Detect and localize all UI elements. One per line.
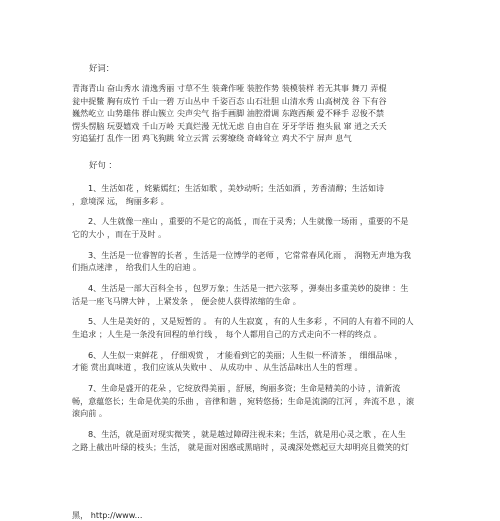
sentence-item-1 <box>72 182 432 207</box>
sentence-line: ，意境深 远， 绚丽多彩 。 <box>72 195 169 206</box>
good-words-row: 青海青山 奋山秀水 清逸秀丽 寸草不生 装聋作哑 装腔作势 装模装样 若无其事 舞刀 弄棍 <box>72 83 387 93</box>
sentence-line: 之路上截出叶绿的枝头；生活， 就是面对困惑或黑暗时 ，灵魂深处燃起豆大却明亮且微笑的灯 <box>72 441 409 452</box>
sentence-item-8 <box>72 428 432 453</box>
sentence-line: 活是一座飞马牌大钟 ，上紧发条 ， 便会使人获得浓缩的生命 。 <box>72 295 301 306</box>
truncated-last-line: 黑， http://www... <box>72 510 143 520</box>
sentence-line: 滚向前 。 <box>72 408 107 419</box>
sentence-line: 5、人生是美好的 ，又是短暂的 。 有的人生寂寞 ，有的人生多彩 ，不同的人有着不同的人 <box>88 316 414 327</box>
sentence-line: 4、生活是一部大百科全书 ，包罗万象；生活是一把六弦琴 ，弹奏出多重美妙的旋律 ：生 <box>88 283 409 294</box>
sentence-line: 们指点迷津 ， 给我们人生的启迪 。 <box>72 262 202 273</box>
good-sentences-heading: 好句 ： <box>89 159 117 170</box>
sentence-item-4 <box>72 282 432 307</box>
good-words-row: 愣头愣脑 玩耍嬉戏 千山万岭 天真烂漫 无忧无虑 自由自在 牙牙学语 抱头鼠 窜 逍之夭夭 <box>72 120 387 131</box>
sentence-line: 1、生活如花 ，姹紫嫣红；生活如歌 ，美妙动听；生活如酒 ，芳香清醇；生活如诗 <box>88 182 385 193</box>
good-words-row: 瓮中捉鳖 胸有成竹 千山一碧 万山丛中 千姿百态 山石壮胆 山清水秀 山高树茂 谷 下有谷 <box>72 95 387 106</box>
document-content <box>72 62 432 462</box>
sentence-line: 6、人生似一束鲜花 ， 仔细观赏 ， 才能看到它的美丽；人生似一杯清茶 ， 细细品味 ， <box>88 349 403 360</box>
sentence-line: 才能 赏出真味道 ，我们应该从失败中 、 从成功中 、从生活品味出人生的哲理 。 <box>72 362 363 373</box>
sentence-item-6 <box>72 349 432 374</box>
sentence-line: 它的大小 ，而在于及时 。 <box>72 228 167 239</box>
good-words-list <box>72 82 432 145</box>
good-words-row: 穷追猛打 乱作一团 鸡飞狗跳 耸立云霄 云雾缭绕 奇峰耸立 鸡犬不宁 屏声 息气 <box>72 133 352 144</box>
sentence-line: 7、生命是盛开的花朵 ，它绽放得美丽 ，舒展，绚丽多资；生命是精美的小诗 ，清新流 <box>88 383 401 394</box>
good-words-heading: 好词： <box>89 63 115 73</box>
sentence-line: 畅，意蕴悠长；生命是优美的乐曲 ，音律和谐 ，宛转悠扬；生命是流淌的江河 ，奔流不息 ，滚 <box>72 395 415 406</box>
sentence-item-3 <box>72 249 432 274</box>
good-sentences-list <box>72 182 432 453</box>
sentence-item-2 <box>72 215 432 240</box>
sentence-item-5 <box>72 315 432 340</box>
sentence-line: 生追求 ；人生是一条没有回程的单行线 ， 每个人都用自己的方式走向不一样的终点 。 <box>72 329 382 340</box>
sentence-line: 3、生活是一位睿智的长者 ，生活是一位博学的老师 ，它常常春风化雨 ， 润物无声地为我 <box>88 249 412 260</box>
sentence-line: 8、生活，就是面对现实微笑 ，就是越过障碍注视未来；生活，就是用心灵之歌 ，在人生 <box>88 429 406 440</box>
sentence-line: 2、人生就像一座山 ，重要的不是它的高低 ，而在于灵秀；人生就像一场雨 ，重要的不是 <box>88 216 409 227</box>
sentence-item-7 <box>72 382 432 420</box>
good-words-row: 巍然屹立 山势雄伟 群山簇立 尖声尖气 指手画脚 油腔滑调 东跑西颠 爱不释手 忍俊不禁 <box>72 108 384 119</box>
